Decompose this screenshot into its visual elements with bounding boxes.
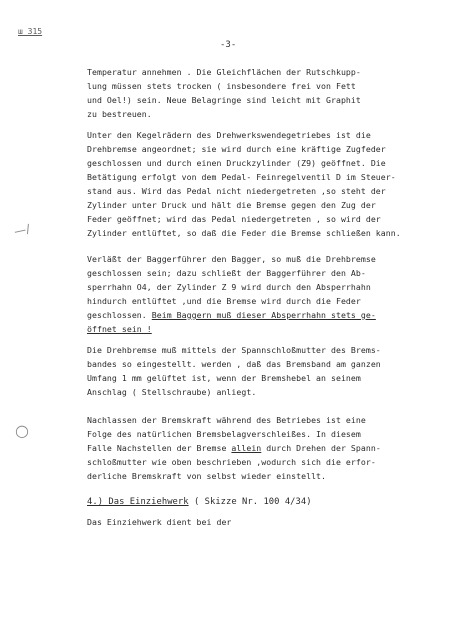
- text-line: Anschlag ( Stellschraube) anliegt.: [87, 387, 257, 397]
- text-segment: geschlossen.: [87, 310, 147, 320]
- underlined-text: öffnet sein !: [87, 324, 152, 334]
- text-line: stand aus. Wird das Pedal nicht niedergetreten ,so steht der: [87, 186, 386, 196]
- text-line: [87, 442, 381, 454]
- text-line: Unter den Kegelrädern des Drehwerkswendegetriebes ist die: [87, 130, 371, 140]
- text-line: Das Einziehwerk dient bei der: [87, 517, 232, 527]
- text-line: hindurch entlüftet ,und die Bremse wird durch die Feder: [87, 296, 361, 306]
- section-title: 4.) Das Einziehwerk: [87, 497, 189, 507]
- margin-circle-mark: ○: [15, 421, 29, 440]
- text-line: Nachlassen der Bremskraft während des Betriebes ist eine: [87, 415, 366, 425]
- text-line: Umfang 1 mm gelüftet ist, wenn der Bremshebel an seinem: [87, 373, 361, 383]
- text-line: Verläßt der Baggerführer den Bagger, so muß die Drehbremse: [87, 254, 376, 264]
- text-line: Zylinder entlüftet, so daß die Feder die Bremse schließen kann.: [87, 228, 401, 238]
- text-line: Temperatur annehmen . Die Gleichflächen der Rutschkupp-: [87, 67, 361, 77]
- text-line: Betätigung erfolgt von dem Pedal- Feinregelventil D im Steuer-: [87, 172, 396, 182]
- section-heading: [87, 496, 312, 508]
- section-reference: ( Skizze Nr. 100 4/34): [193, 497, 312, 507]
- text-line: Zylinder unter Druck und hält die Bremse gegen den Zug der: [87, 200, 376, 210]
- underlined-text: allein: [231, 443, 262, 453]
- text-line: schloßmutter wie oben beschrieben ,wodurch sich die erfor-: [87, 457, 376, 467]
- text-line: und Oel!) sein. Neue Belagringe sind leicht mit Graphit: [87, 95, 361, 105]
- text-segment: Falle Nachstellen der Bremse: [87, 443, 227, 453]
- text-line: sperrhahn O4, der Zylinder Z 9 wird durch den Absperrhahn: [87, 282, 371, 292]
- text-line: Drehbremse angeordnet; sie wird durch eine kräftige Zugfeder: [87, 144, 386, 154]
- text-line: Die Drehbremse muß mittels der Spannschloßmutter des Brems-: [87, 345, 381, 355]
- text-segment: durch Drehen der Spann-: [266, 443, 381, 453]
- page-number: -3-: [220, 40, 237, 50]
- text-line: geschlossen und durch einen Druckzylinder (Z9) geöffnet. Die: [87, 158, 386, 168]
- margin-pen-mark: —/: [12, 221, 32, 239]
- text-line: derliche Bremskraft von selbst wieder einstellt.: [87, 471, 327, 481]
- text-line: bandes so eingestellt. werden , daß das Bremsband am ganzen: [87, 359, 381, 369]
- text-line: geschlossen sein; dazu schließt der Baggerführer den Ab-: [87, 268, 366, 278]
- text-line: Feder geöffnet; wird das Pedal niedergetreten , so wird der: [87, 214, 381, 224]
- margin-note: ш 315: [18, 27, 43, 36]
- text-line: Folge des natürlichen Bremsbelagverschleißes. In diesem: [87, 429, 361, 439]
- underlined-text: Beim Baggern muß dieser Absperrhahn stets ge-: [151, 310, 376, 320]
- text-line: zu bestreuen.: [87, 109, 152, 119]
- text-line: [87, 309, 376, 321]
- text-line: lung müssen stets trocken ( insbesondere frei von Fett: [87, 81, 356, 91]
